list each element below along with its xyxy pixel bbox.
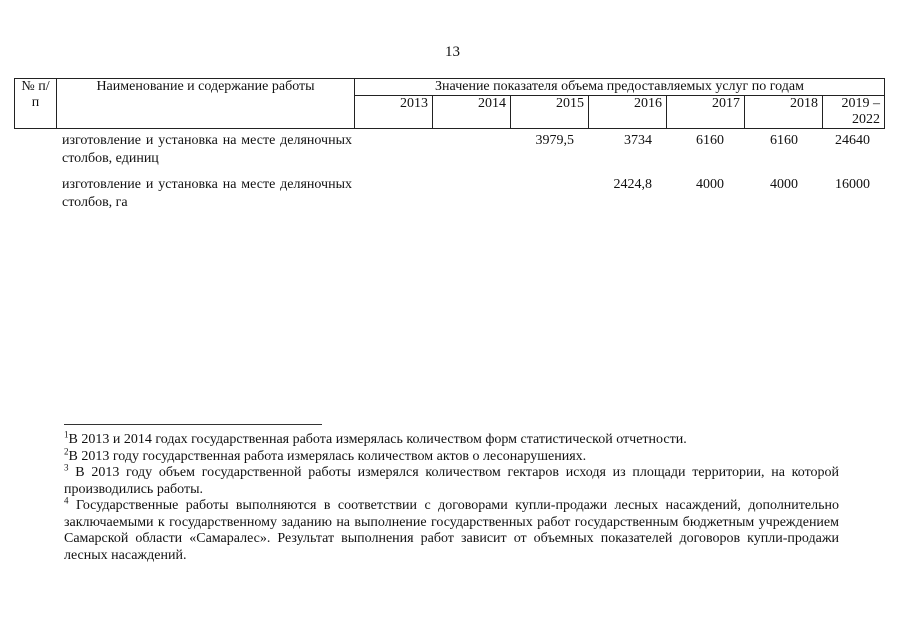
row-value-2017: 6160 (696, 133, 724, 148)
footnote-text: Государственные работы выполняются в соответствии с договорами купли-продажи лесных насаждений, дополнительно заключаемыми к государственному заданию на выполнение государственных работ государственным бюджетным учреждением Самарской области «Самаралес». Результат выполнения работ зависит от объемных показателей договоров купли-продажи лесных насаждений. (64, 498, 839, 563)
row-value-2019-2022: 24640 (835, 133, 870, 148)
year-header: 2013 (355, 96, 433, 129)
year-header: 2019 – 2022 (823, 96, 885, 129)
year-header: 2017 (667, 96, 745, 129)
page-number: 13 (445, 44, 460, 60)
row-value-2017: 4000 (696, 177, 724, 192)
footnote-text: В 2013 году объем государственной работы измерялся количеством гектаров исходя из площади территории, на которой производились работы. (64, 465, 839, 497)
footnote-mark: 2 (64, 445, 69, 456)
row-value-2019-2022: 16000 (835, 177, 870, 192)
footnote (64, 445, 839, 466)
footnotes (64, 429, 839, 564)
footnote-mark: 1 (64, 429, 69, 440)
row-name: изготовление и установка на месте деляночных столбов, га (62, 177, 352, 210)
col-group-header: Значение показателя объема предоставляемых услуг по годам (355, 79, 885, 96)
footnote-mark: 4 (64, 495, 69, 506)
row-value-2016: 2424,8 (613, 177, 652, 192)
year-header: 2015 (511, 96, 589, 129)
col-name-header: Наименование и содержание работы (57, 79, 355, 129)
row-value-2016: 3734 (624, 133, 652, 148)
row-value-2018: 4000 (770, 177, 798, 192)
row-value-2018: 6160 (770, 133, 798, 148)
footnote (64, 462, 839, 498)
col-number-header: № п/п (15, 79, 57, 129)
year-header: 2018 (745, 96, 823, 129)
footnote-text: В 2013 и 2014 годах государственная работа измерялась количеством форм статистической отчетности. (68, 432, 687, 447)
row-value-2015: 3979,5 (535, 133, 574, 148)
footnote (64, 495, 839, 564)
row-name: изготовление и установка на месте деляночных столбов, единиц (62, 133, 352, 166)
year-header: 2016 (589, 96, 667, 129)
footnote (64, 429, 839, 449)
year-header: 2014 (433, 96, 511, 129)
footnote-text: В 2013 году государственная работа измерялась количеством актов о лесонарушениях. (68, 448, 587, 464)
footnote-mark: 3 (64, 462, 69, 473)
table-header (14, 78, 885, 129)
footnote-separator (64, 424, 322, 425)
